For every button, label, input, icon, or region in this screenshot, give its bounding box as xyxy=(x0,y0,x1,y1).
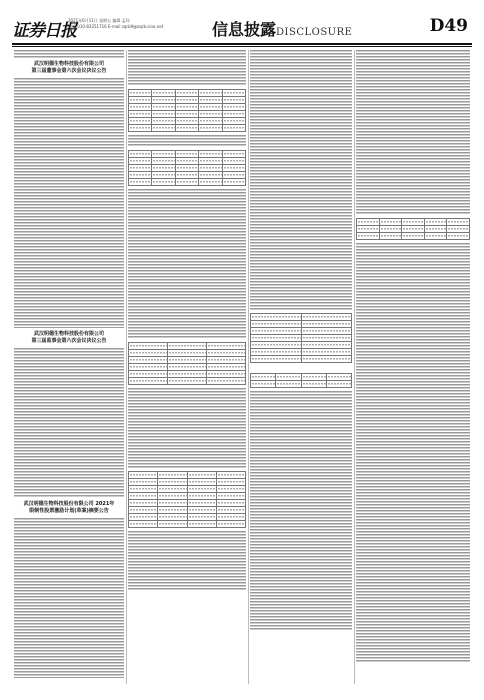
body-text xyxy=(14,78,124,328)
data-table xyxy=(250,373,352,388)
column-4 xyxy=(356,50,470,684)
announcement-title: 限制性股票激励计划(草案)摘要公告 xyxy=(29,508,109,514)
data-table xyxy=(128,89,246,132)
masthead-rule xyxy=(12,43,472,45)
data-table xyxy=(128,471,246,528)
column-divider xyxy=(248,50,249,684)
data-table xyxy=(356,218,470,240)
page-number: D49 xyxy=(429,16,468,36)
announcement-title: 第三届董事会第六次会议决议公告 xyxy=(31,68,107,74)
column-3 xyxy=(250,50,352,684)
issue-date: 2021年6月11日 星期五 xyxy=(68,18,112,23)
paper-logo: 证券日报 xyxy=(12,21,76,41)
column-divider xyxy=(354,50,355,684)
body-text xyxy=(250,391,352,631)
contact-line: 电话 010-83251716 E-mail zqrb9@zqrb.sina.net xyxy=(68,24,164,29)
section-title-zh: 信息披露 xyxy=(212,20,277,39)
body-text xyxy=(14,50,124,58)
column-divider xyxy=(126,50,127,684)
section-title-en: DISCLOSURE xyxy=(276,27,353,38)
body-text xyxy=(14,348,124,498)
announcement-company: 武汉明德生物科技股份有限公司 xyxy=(33,61,104,67)
section-title xyxy=(212,17,352,40)
masthead xyxy=(12,14,472,44)
column-2 xyxy=(128,50,246,684)
editor-line: 编辑 孟珂 xyxy=(112,18,130,23)
body-text xyxy=(128,189,246,339)
body-text xyxy=(128,531,246,591)
data-table xyxy=(250,313,352,363)
announcement-company: 武汉明德生物科技股份有限公司 xyxy=(33,331,104,337)
body-text xyxy=(128,135,246,147)
announcement-heading xyxy=(14,501,124,515)
announcement-heading xyxy=(14,331,124,345)
announcement-company: 武汉明德生物科技股份有限公司 2021年 xyxy=(23,501,115,507)
body-text xyxy=(356,50,470,215)
body-text xyxy=(14,518,124,678)
column-1 xyxy=(14,50,124,684)
masthead-rule-thin xyxy=(12,46,472,47)
announcement-title: 第三届监事会第六次会议决议公告 xyxy=(31,338,107,344)
body-text xyxy=(250,50,352,310)
body-text xyxy=(356,243,470,663)
body-text xyxy=(128,50,246,86)
body-text xyxy=(128,388,246,468)
issue-meta xyxy=(68,18,188,30)
data-table xyxy=(128,150,246,186)
data-table xyxy=(128,342,246,385)
announcement-heading xyxy=(14,61,124,75)
